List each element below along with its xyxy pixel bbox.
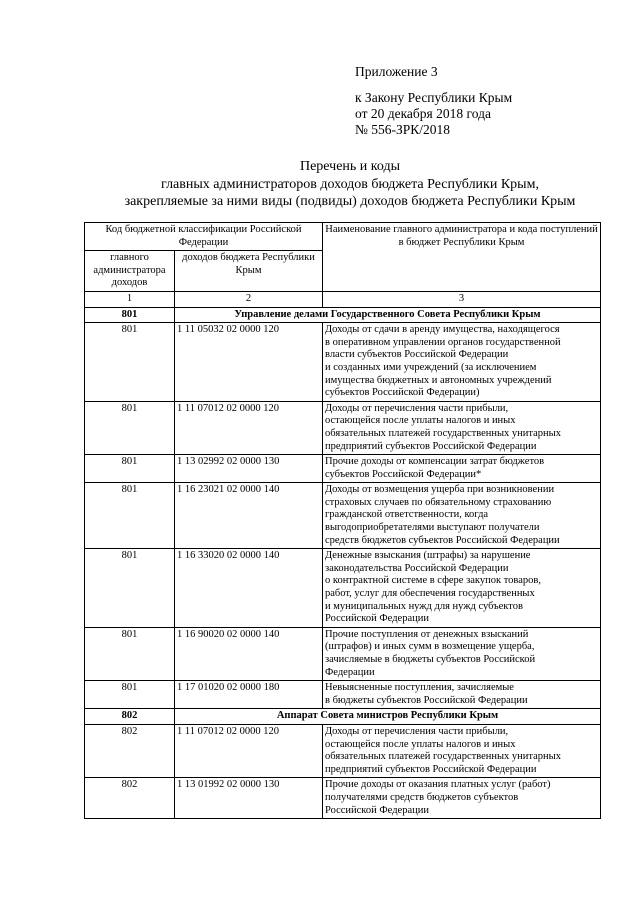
table-header-row	[85, 223, 601, 251]
table-row	[85, 323, 601, 402]
column-number: 1	[85, 291, 175, 307]
section-title: Управление делами Государственного Совета Республики Крым	[175, 307, 601, 323]
table-row	[85, 681, 601, 709]
heading-line: Перечень и коды	[299, 159, 401, 174]
table-row	[85, 778, 601, 819]
revenue-name-line: Денежные взыскания (штрафы) за нарушение	[325, 550, 531, 562]
table-row	[85, 627, 601, 680]
revenue-name-line: остающейся после уплаты налогов и иных	[325, 738, 516, 750]
section-row	[85, 709, 601, 725]
document-heading	[60, 158, 640, 211]
column-number: 2	[175, 291, 323, 307]
revenue-name-line: Доходы от сдачи в аренду имущества, находящегося	[325, 324, 560, 336]
section-code: 801	[85, 307, 175, 323]
section-row	[85, 307, 601, 323]
revenue-name	[323, 455, 601, 483]
revenue-name-line: обязательных платежей государственных унитарных	[325, 751, 561, 763]
revenue-name-line: Российской Федерации	[325, 804, 429, 816]
admin-code: 801	[85, 323, 175, 402]
revenue-name	[323, 627, 601, 680]
revenue-code: 1 16 90020 02 0000 140	[175, 627, 323, 680]
appendix-line: к Закону Республики Крым	[355, 90, 513, 105]
revenue-name-line: (штрафов) и иных сумм в возмещение ущерба,	[325, 641, 535, 653]
admin-code: 801	[85, 681, 175, 709]
revenue-name	[323, 323, 601, 402]
revenue-name-line: работ, услуг для обеспечения государственных	[325, 588, 535, 600]
section-title: Аппарат Совета министров Республики Крым	[175, 709, 601, 725]
revenue-name-line: и созданных ими учреждений (за исключением	[325, 361, 537, 373]
revenue-name-line: Федерации	[325, 666, 375, 678]
revenue-code: 1 11 05032 02 0000 120	[175, 323, 323, 402]
revenue-name-line: зачисляемые в бюджеты субъектов Российской	[325, 654, 536, 665]
revenue-name-line: Прочие поступления от денежных взысканий	[325, 628, 529, 640]
revenue-name-line: о контрактной системе в сфере закупок товаров,	[325, 575, 541, 587]
revenue-name-line: законодательства Российской Федерации	[325, 562, 509, 574]
revenue-name-line: субъектов Российской Федерации*	[325, 468, 482, 480]
revenue-name-line: предприятий субъектов Российской Федерации	[325, 440, 537, 452]
appendix-title: Приложение 3	[355, 64, 438, 79]
table-row	[85, 549, 601, 628]
revenue-name-line: Доходы от перечисления части прибыли,	[325, 725, 509, 737]
revenue-name-line: в бюджеты субъектов Российской Федерации	[325, 694, 528, 706]
table-row	[85, 455, 601, 483]
revenue-name-line: субъектов Российской Федерации)	[325, 387, 480, 399]
header-name-cell: Наименование главного администратора и кода поступлений в бюджет Республики Крым	[323, 223, 601, 292]
heading-line: закрепляемые за ними виды (подвиды) доходов бюджета Республики Крым	[124, 194, 576, 209]
header-admin-cell: главного администратора доходов	[85, 251, 175, 292]
revenue-code: 1 13 01992 02 0000 130	[175, 778, 323, 819]
revenue-name-line: получателями средств бюджетов субъектов	[325, 791, 519, 803]
column-number: 3	[323, 291, 601, 307]
revenue-name	[323, 724, 601, 777]
table-row	[85, 483, 601, 549]
revenue-code: 1 17 01020 02 0000 180	[175, 681, 323, 709]
revenue-name-line: в оперативном управлении органов государственной	[325, 336, 561, 348]
revenue-name-line: гражданской ответственности, когда	[325, 509, 489, 521]
column-number-row	[85, 291, 601, 307]
revenue-name-line: и муниципальных нужд для нужд субъектов	[325, 600, 523, 612]
revenue-code: 1 11 07012 02 0000 120	[175, 401, 323, 454]
appendix-line: № 556-ЗРК/2018	[355, 122, 451, 137]
revenue-code: 1 11 07012 02 0000 120	[175, 724, 323, 777]
revenue-name-line: Доходы от возмещения ущерба при возникновении	[325, 484, 555, 496]
revenue-code: 1 13 02992 02 0000 130	[175, 455, 323, 483]
admin-code: 802	[85, 778, 175, 819]
revenue-name-line: страховых случаев по обязательному страхованию	[325, 496, 552, 508]
revenue-name-line: Прочие доходы от оказания платных услуг (работ)	[325, 779, 551, 791]
revenue-code: 1 16 23021 02 0000 140	[175, 483, 323, 549]
admin-code: 801	[85, 401, 175, 454]
admin-code: 801	[85, 455, 175, 483]
revenue-name-line: имущества бюджетных и автономных учреждений	[325, 374, 552, 386]
revenue-name-line: предприятий субъектов Российской Федерации	[325, 763, 537, 775]
table-row	[85, 724, 601, 777]
revenue-code: 1 16 33020 02 0000 140	[175, 549, 323, 628]
revenue-name	[323, 401, 601, 454]
appendix-block	[355, 64, 512, 138]
header-code-cell: доходов бюджета Республики Крым	[175, 251, 323, 292]
revenue-name-line: Российской Федерации	[325, 613, 429, 625]
revenue-name-line: Доходы от перечисления части прибыли,	[325, 402, 509, 414]
table-row	[85, 401, 601, 454]
admin-code: 801	[85, 549, 175, 628]
revenue-name	[323, 778, 601, 819]
revenue-name-line: Прочие доходы от компенсации затрат бюджетов	[325, 456, 545, 468]
header-group-cell: Код бюджетной классификации Российской Федерации	[85, 223, 323, 251]
revenue-name-line: средств бюджетов субъектов Российской Федерации	[325, 534, 560, 546]
revenue-codes-table	[84, 222, 601, 819]
revenue-name-line: остающейся после уплаты налогов и иных	[325, 415, 516, 427]
revenue-name-line: обязательных платежей государственных унитарных	[325, 427, 561, 439]
section-code: 802	[85, 709, 175, 725]
admin-code: 801	[85, 483, 175, 549]
admin-code: 801	[85, 627, 175, 680]
heading-line: главных администраторов доходов бюджета Республики Крым,	[161, 176, 539, 192]
appendix-line: от 20 декабря 2018 года	[355, 106, 491, 121]
revenue-name	[323, 681, 601, 709]
revenue-name-line: Невыясненные поступления, зачисляемые	[325, 682, 514, 694]
revenue-name	[323, 549, 601, 628]
revenue-name-line: власти субъектов Российской Федерации	[325, 349, 509, 361]
revenue-name-line: выгодоприобретателями выступают получатели	[325, 522, 540, 534]
admin-code: 802	[85, 724, 175, 777]
revenue-name	[323, 483, 601, 549]
